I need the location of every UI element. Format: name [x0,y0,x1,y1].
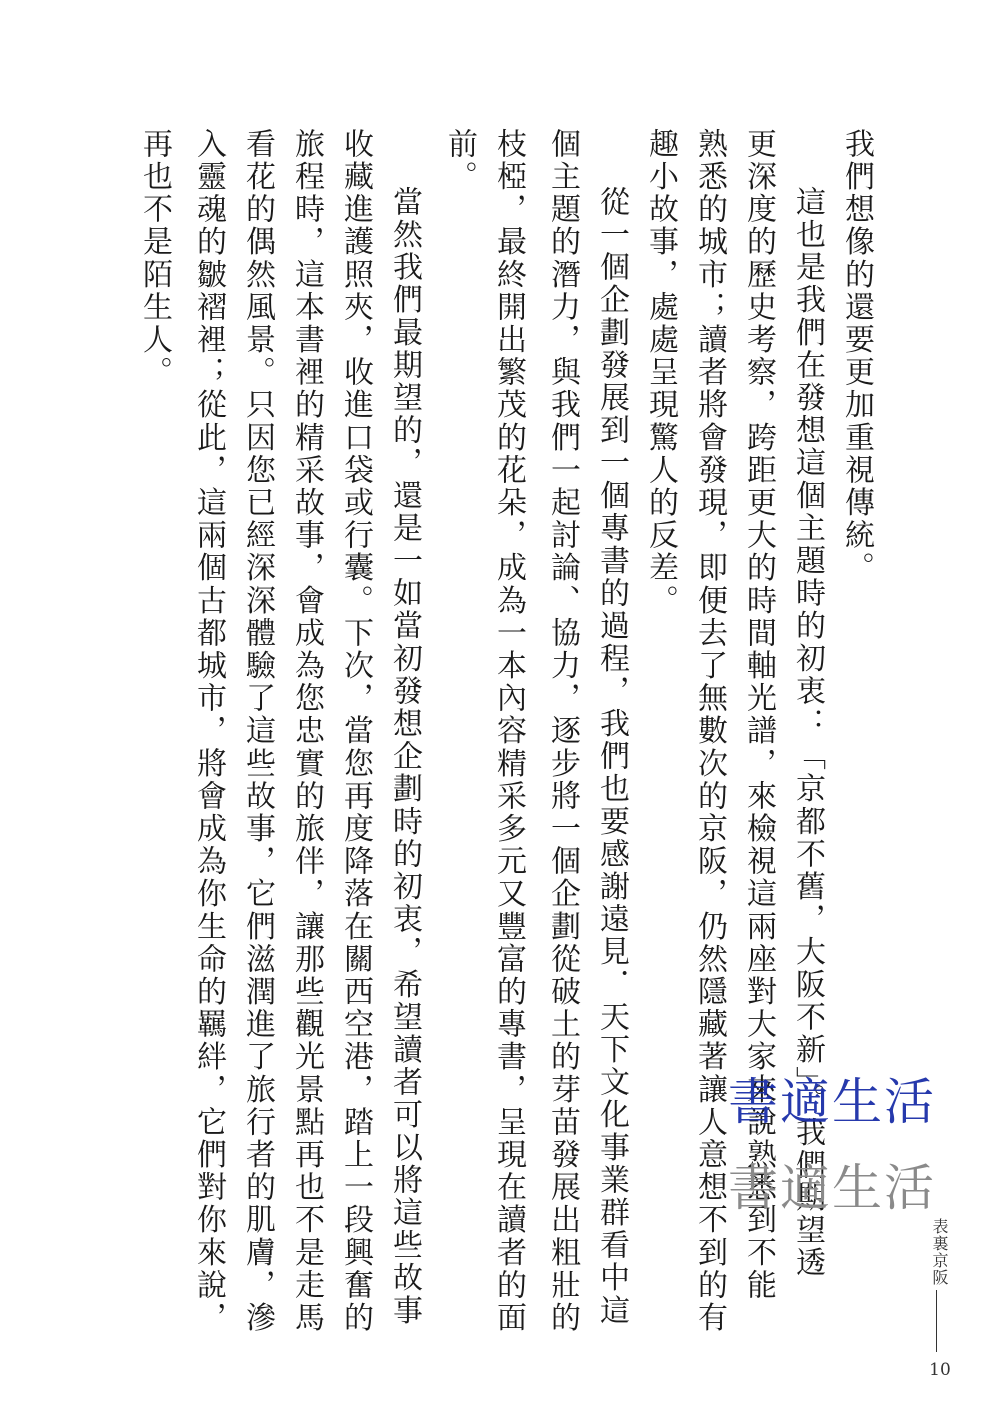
text-line-14: 入靈魂的皺褶裡；從此，這兩個古都城市，將會成為你生命的羈絆，它們對你來說， [191,128,226,1335]
text-line-6: 從一個企劃發展到一個專書的過程，我們也要感謝遠見．天下文化事業群看中這 [594,186,629,1327]
text-line-12: 旅程時，這本書裡的精采故事，會成為您忠實的旅伴，讓那些觀光景點再也不是走馬 [289,128,324,1335]
text-line-1: 我們想像的還要更加重視傳統。 [839,128,874,585]
text-line-7: 個主題的潛力，與我們一起討論、協力，逐步將一個企劃從破土的芽苗發展出粗壯的 [545,128,580,1335]
watermark-blue: 書適生活 [728,1073,936,1131]
watermark-gray: 書適生活 [728,1159,936,1217]
text-line-9: 前。 [442,128,477,194]
text-line-2: 這也是我們在發想這個主題時的初衷：「京都不舊，大阪不新」。我們期望透 [790,186,825,1280]
text-line-4: 熟悉的城市；讀者將會發現，即便去了無數次的京阪，仍然隱藏著讓人意想不到的有 [692,128,727,1335]
text-line-13: 看花的偶然風景。只因您已經深深體驗了這些故事，它們滋潤進了旅行者的肌膚，滲 [240,128,275,1335]
page-number: 10 [929,1360,951,1380]
text-line-15: 再也不是陌生人。 [137,128,172,389]
footer-rule [936,1290,937,1352]
running-title: 表裏京阪 [930,1218,949,1286]
text-line-10: 當然我們最期望的，還是一如當初發想企劃時的初衷，希望讀者可以將這些故事 [387,186,422,1327]
text-line-3: 更深度的歷史考察，跨距更大的時間軸光譜，來檢視這兩座對大家來說熟悉到不能 [741,128,776,1302]
text-line-5: 趣小故事，處處呈現驚人的反差。 [643,128,678,617]
text-line-8: 枝椏，最終開出繁茂的花朵，成為一本內容精采多元又豐富的專書，呈現在讀者的面 [491,128,526,1335]
text-line-11: 收藏進護照夾，收進口袋或行囊。下次，當您再度降落在關西空港，踏上一段興奮的 [338,128,373,1335]
